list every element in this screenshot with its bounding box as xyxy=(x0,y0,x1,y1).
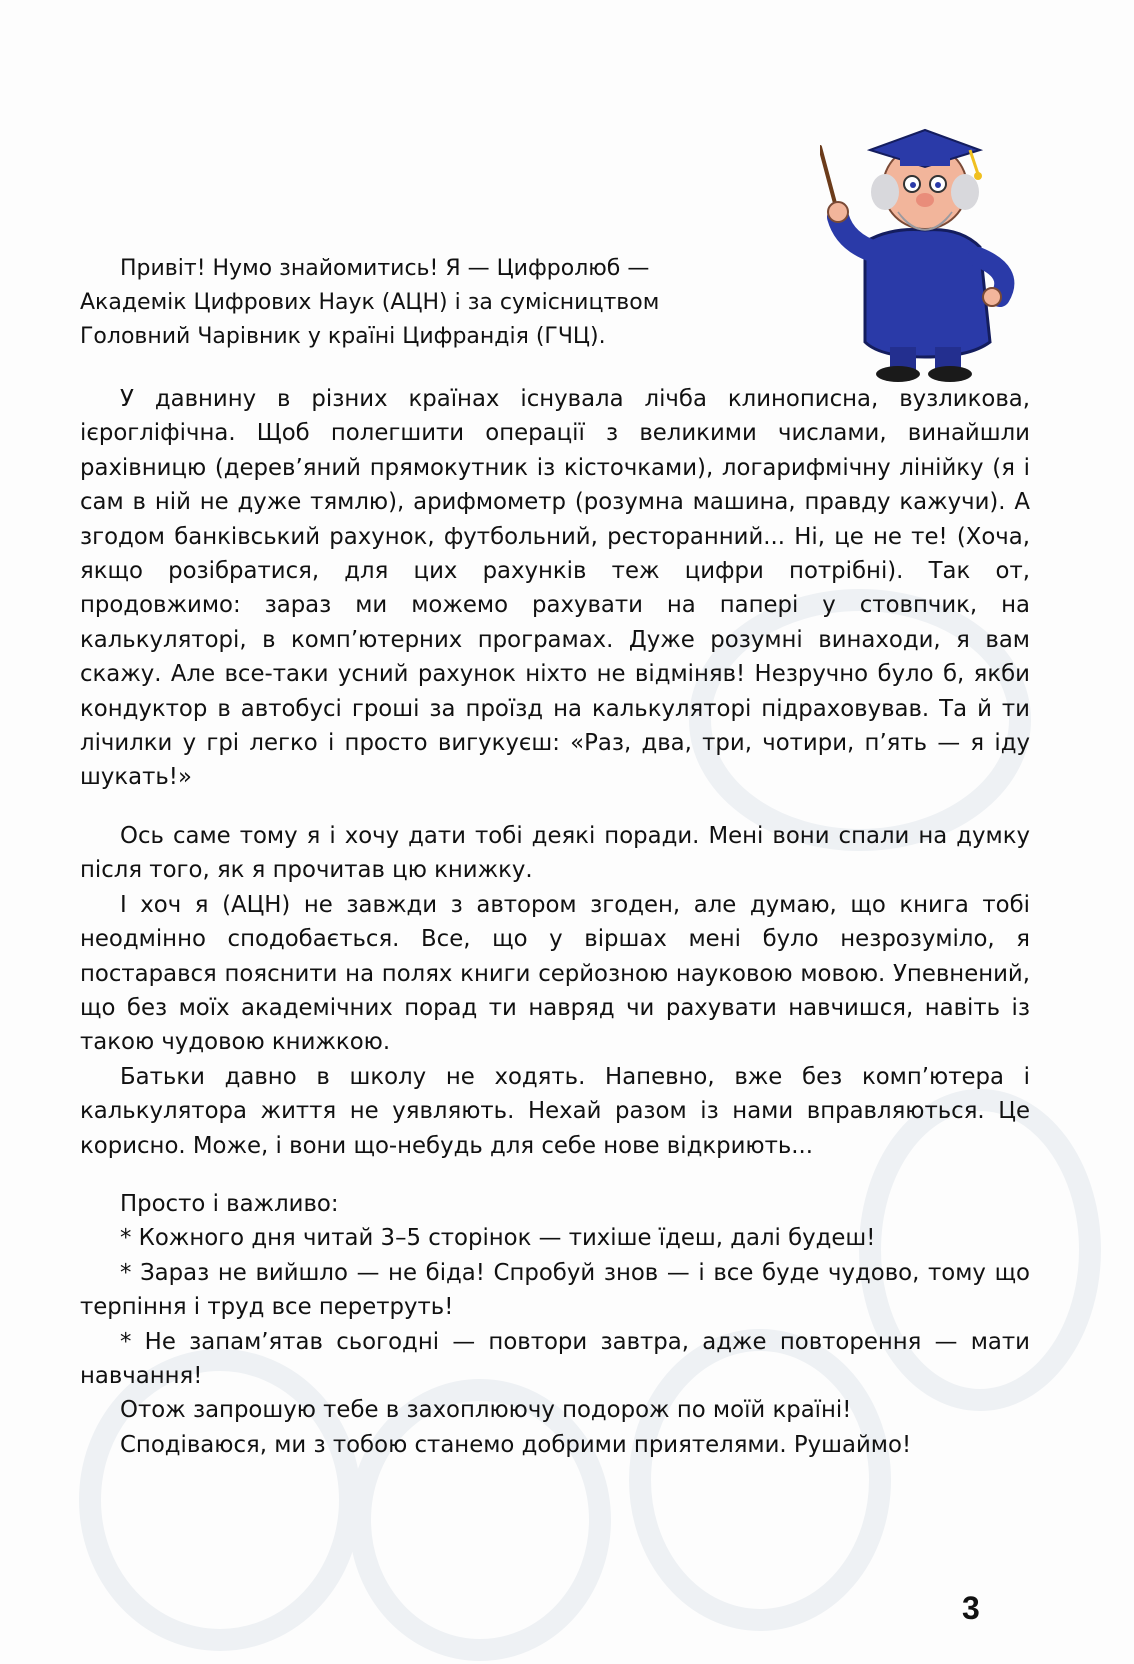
tip-item-3: * Не запам’ятав сьогодні — повтори завтра, адже повторення — мати навчання! xyxy=(80,1328,1030,1389)
paragraph-history: У давнину в різних країнах існувала лічба клинописна, вузликова, ієрогліфічна. Щоб полегшити операції з великими числами, винайшли рахівницю (дерев’яний прямокутник із кісточками), логарифмічну лінійку (я і сам в ній не дуже тямлю), арифмометр (розумна машина, правду кажучи). А згодом банківський рахунок, футбольний, ресторанний... Ні, це не те! (Хоча, якщо розібратися, для цих рахунків теж цифри потрібні). Так от, продовжимо: зараз ми можемо рахувати на папері у стовпчик, на калькуляторі, в комп’ютерних програмах. Дуже розумні винаходи, я вам скажу. Але все-таки усний рахунок ніхто не відміняв! Незручно було б, якби кондуктор в автобусі гроші за проїзд на калькуляторі підраховував. Та й ти лічилки у грі легко і просто вигукуєш: «Раз, два, три, чотири, п’ять — я іду шукать!» xyxy=(80,386,1030,791)
tip-item-2: * Зараз не вийшло — не біда! Спробуй знов — і все буде чудово, тому що терпіння і труд все перетруть! xyxy=(80,1259,1030,1321)
intro-line-2: Академік Цифрових Наук (АЦН) і за сумісництвом xyxy=(80,290,660,315)
main-text xyxy=(80,382,1030,1462)
paragraph-author: І хоч я (АЦН) не завжди з автором згоден, але думаю, що книга тобі неодмінно сподобається. Все, що у віршах мені було незрозуміло, я постарався пояснити на полях книги серйозною науковою мовою. Упевнений, що без моїх академічних порад ти навряд чи рахувати навчишся, навіть із такою чудовою книжкою. xyxy=(80,891,1030,1056)
closing-line-2: Сподіваюся, ми з тобою станемо добрими приятелями. Рушаймо! xyxy=(120,1431,912,1458)
tips-title: Просто і важливо: xyxy=(120,1190,339,1217)
intro-line-3: Головний Чарівник у країні Цифрандія (ГЧЦ). xyxy=(80,324,606,349)
professor-mascot-illustration xyxy=(820,112,1030,382)
paragraph-advice: Ось саме тому я і хочу дати тобі деякі поради. Мені вони спали на думку після того, як я прочитав цю книжку. xyxy=(80,822,1030,884)
closing-line-1: Отож запрошую тебе в захоплюючу подорож по моїй країні! xyxy=(120,1397,852,1424)
page-number: 3 xyxy=(962,1590,980,1626)
tip-item-1: * Кожного дня читай 3–5 сторінок — тихіше їдеш, далі будеш! xyxy=(120,1225,876,1252)
intro-line-1: Привіт! Нумо знайомитись! Я — Цифролюб — xyxy=(120,256,650,281)
paragraph-parents: Батьки давно в школу не ходять. Напевно, вже без комп’ютера і калькулятора життя не уявляють. Нехай разом із нами вправляються. Це корисно. Може, і вони що-небудь для себе нове відкриють... xyxy=(80,1063,1030,1159)
intro-text xyxy=(80,252,780,354)
